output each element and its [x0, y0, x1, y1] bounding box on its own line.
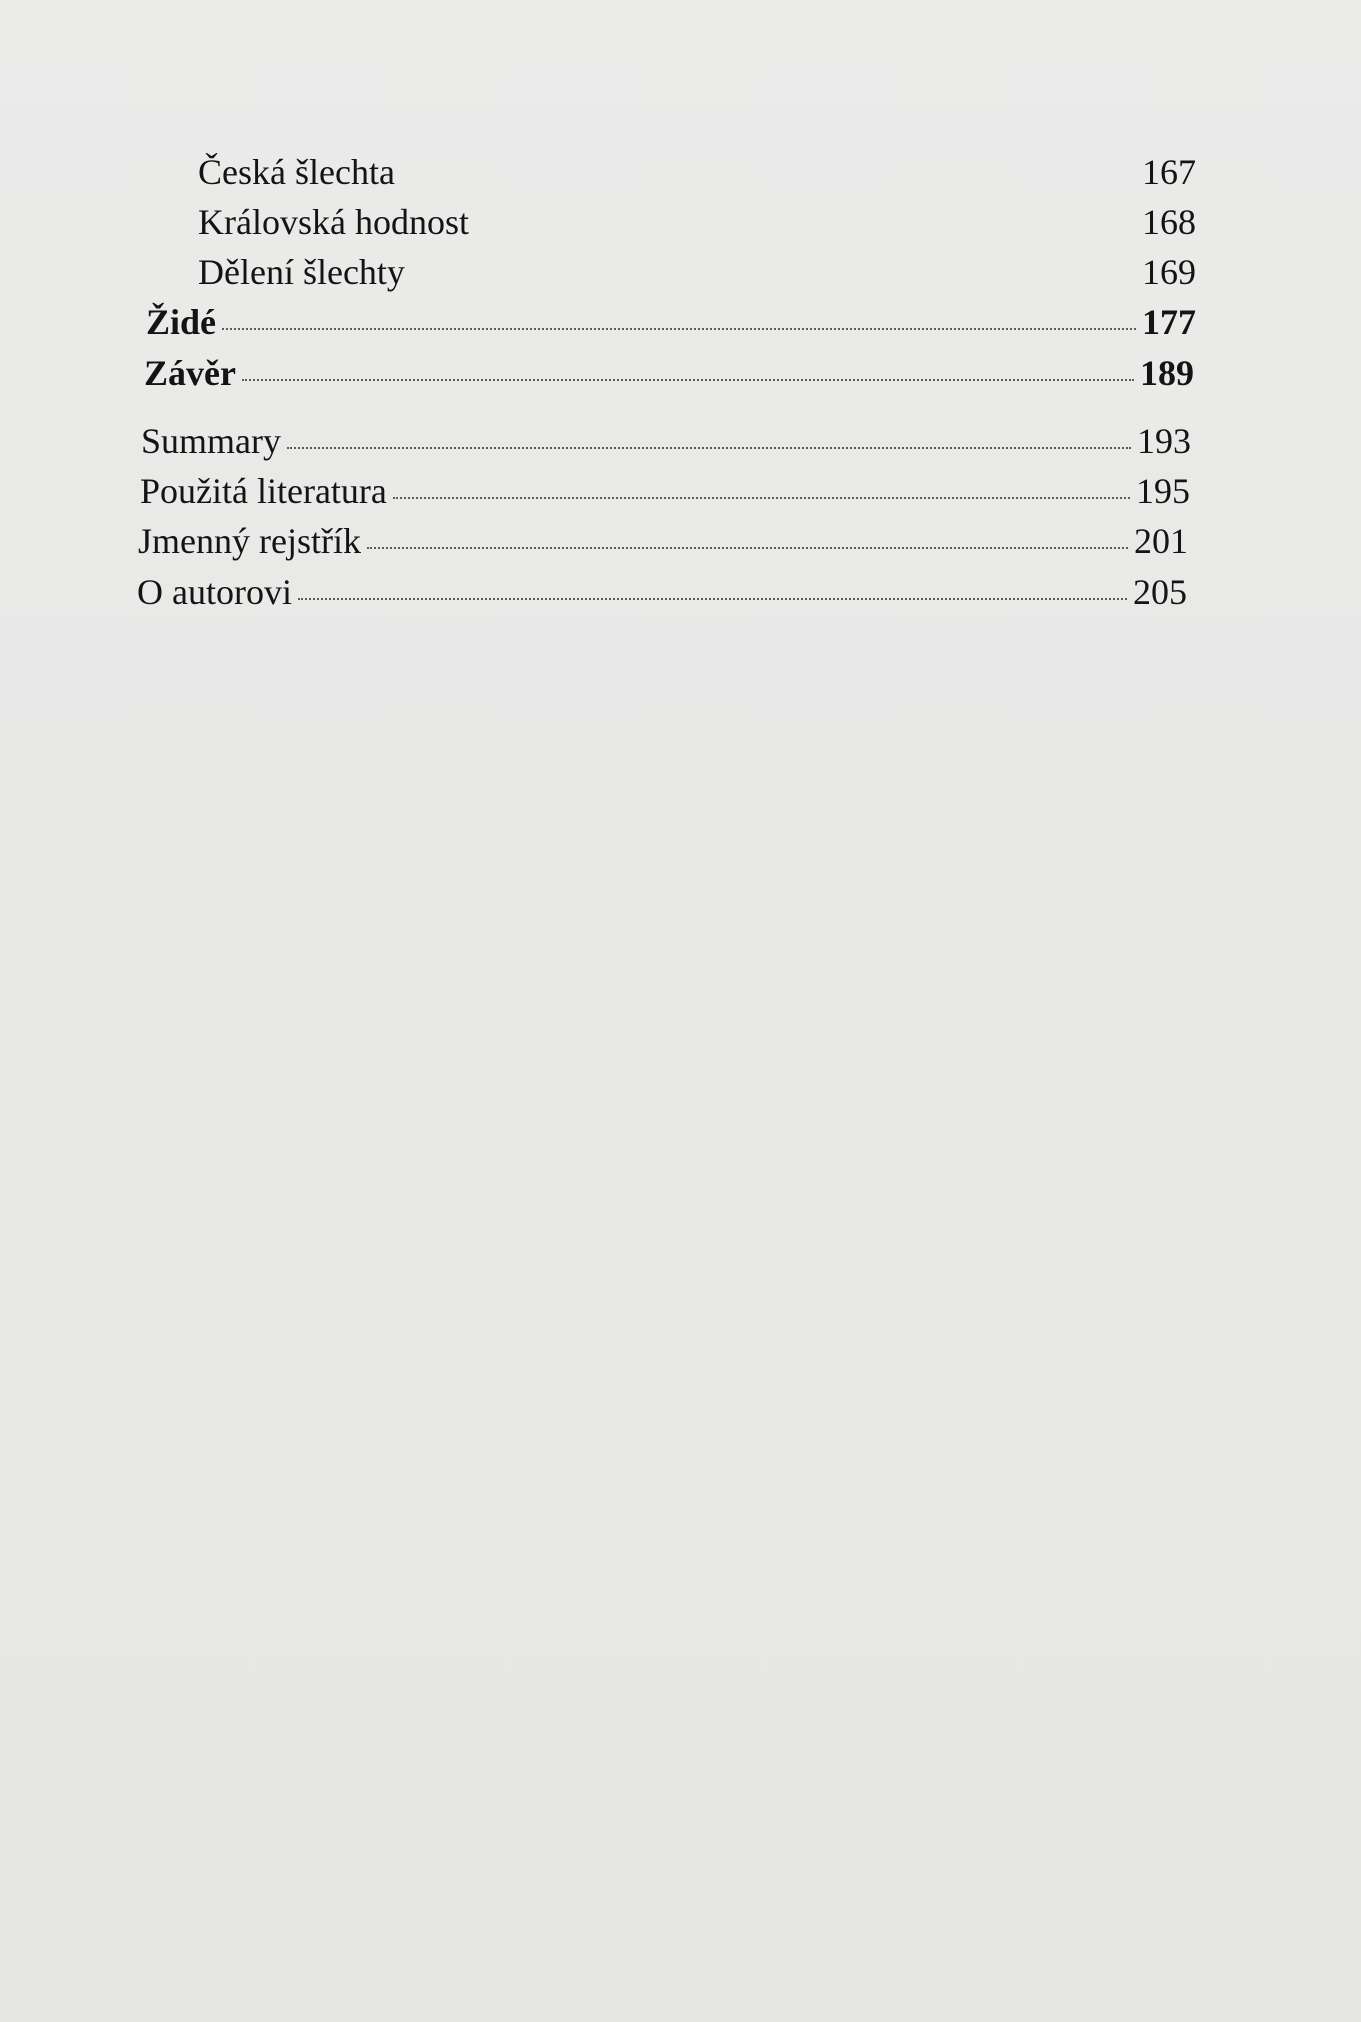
dot-leader [367, 547, 1128, 549]
table-of-contents [0, 0, 1361, 700]
toc-backmatter [141, 419, 1191, 463]
toc-page-number: 168 [1142, 202, 1196, 242]
dot-leader [298, 598, 1127, 600]
toc-page-number: 177 [1142, 302, 1196, 342]
dot-leader [287, 447, 1131, 449]
dot-leader [222, 328, 1136, 330]
toc-entry-title: Jmenný rejstřík [138, 521, 361, 561]
toc-page-number: 205 [1133, 572, 1187, 612]
toc-backmatter [137, 570, 1187, 614]
toc-entry-title: Dělení šlechty [198, 252, 405, 292]
toc-entry-title: Závěr [144, 353, 236, 393]
toc-page-number: 189 [1140, 353, 1194, 393]
toc-entry-title: Použitá literatura [140, 471, 387, 511]
toc-chapter [144, 351, 1194, 395]
toc-entry-title: Summary [141, 421, 281, 461]
toc-page-number: 195 [1136, 471, 1190, 511]
toc-page-number: 201 [1134, 521, 1188, 561]
toc-subentry [198, 200, 1196, 244]
toc-entry-title: Královská hodnost [198, 202, 469, 242]
dot-leader [242, 379, 1134, 381]
dot-leader [393, 497, 1130, 499]
toc-entry-title: O autorovi [137, 572, 292, 612]
toc-subentry [198, 150, 1196, 194]
toc-backmatter [138, 519, 1188, 563]
toc-subentry [198, 250, 1196, 294]
toc-page-number: 167 [1142, 152, 1196, 192]
toc-chapter [146, 300, 1196, 344]
toc-entry-title: Česká šlechta [198, 152, 395, 192]
toc-page-number: 193 [1137, 421, 1191, 461]
toc-backmatter [140, 469, 1190, 513]
toc-entry-title: Židé [146, 302, 217, 342]
toc-page-number: 169 [1142, 252, 1196, 292]
